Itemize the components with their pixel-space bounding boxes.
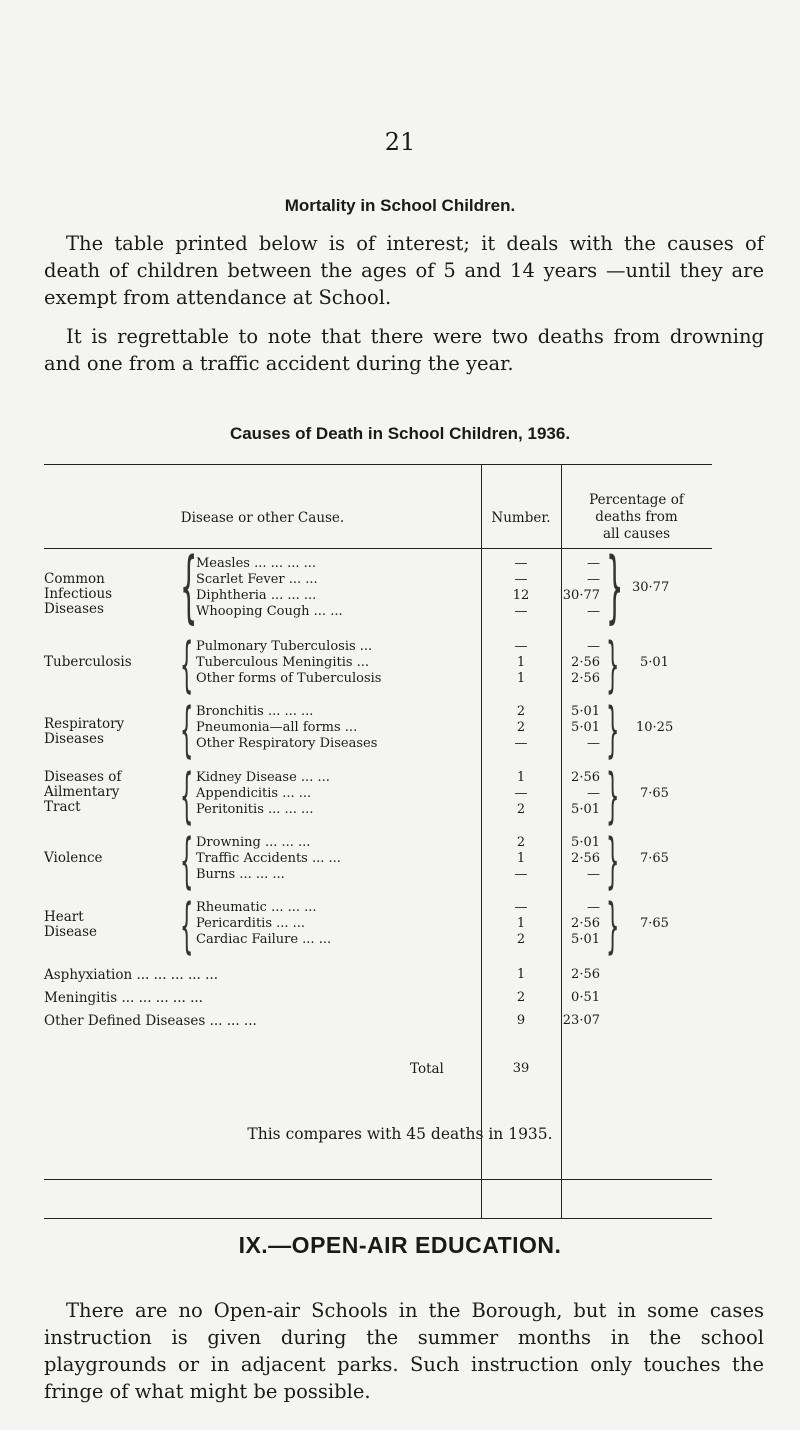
cause-label: Diphtheria ... ... ... — [196, 588, 317, 603]
right-brace: } — [606, 761, 620, 831]
percent-cell: 2·56 — [571, 770, 600, 785]
group-total-percent: 5·01 — [640, 655, 669, 670]
percent-cell: — — [587, 786, 600, 801]
group-total-percent: 30·77 — [632, 580, 670, 595]
cause-label: Cardiac Failure ... ... — [196, 932, 332, 947]
group-label: Tuberculosis — [44, 654, 132, 670]
number-cell: 1 — [516, 671, 526, 686]
percent-cell: 23·07 — [562, 1013, 600, 1028]
number-cell: 2 — [516, 720, 526, 735]
column-divider-1 — [481, 464, 482, 1218]
number-cell: — — [514, 736, 528, 751]
percent-cell: — — [587, 556, 600, 571]
cause-label: Drowning ... ... ... — [196, 835, 311, 850]
percent-cell: 0·51 — [571, 990, 600, 1005]
left-brace: { — [180, 761, 194, 831]
percent-cell: — — [587, 900, 600, 915]
group-label: Disease — [44, 924, 98, 940]
number-cell: — — [514, 639, 528, 654]
cause-label: Asphyxiation ... ... ... ... ... — [44, 967, 219, 983]
cause-label: Tuberculous Meningitis ... — [196, 655, 370, 670]
number-cell: — — [514, 572, 528, 587]
number-cell: 1 — [516, 851, 526, 866]
number-cell: — — [514, 900, 528, 915]
group-label: Diseases — [44, 601, 104, 617]
group-label: Violence — [44, 850, 103, 866]
cause-label: Traffic Accidents ... ... — [196, 851, 341, 866]
causes-of-death-table — [0, 464, 800, 1284]
cause-label: Pericarditis ... ... — [196, 916, 306, 931]
number-cell: 1 — [516, 655, 526, 670]
section-title-mortality: Mortality in School Children. — [284, 196, 516, 215]
cause-label: Whooping Cough ... ... — [196, 604, 343, 619]
percent-cell: 2·56 — [571, 671, 600, 686]
percent-cell: 5·01 — [571, 802, 600, 817]
number-cell: 2 — [516, 932, 526, 947]
header-percentage-line3: all causes — [602, 526, 671, 542]
group-total-percent: 7·65 — [640, 916, 669, 931]
percent-cell: 2·56 — [571, 851, 600, 866]
cause-label: Other Respiratory Diseases — [196, 736, 378, 751]
number-cell: 2 — [516, 802, 526, 817]
group-label: Infectious — [44, 586, 113, 602]
comparison-note: This compares with 45 deaths in 1935. — [247, 1125, 553, 1143]
number-cell: 1 — [516, 967, 526, 982]
group-label: Heart — [44, 909, 84, 925]
cause-label: Measles ... ... ... ... — [196, 556, 317, 571]
left-brace: { — [180, 695, 194, 765]
right-brace: } — [606, 695, 620, 765]
total-top-rule — [44, 1179, 712, 1180]
table-top-rule — [44, 464, 712, 465]
total-label: Total — [410, 1061, 444, 1077]
cause-label: Burns ... ... ... — [196, 867, 285, 882]
percent-cell: — — [587, 867, 600, 882]
header-percentage-line2: deaths from — [595, 509, 678, 525]
cause-label: Meningitis ... ... ... ... ... — [44, 990, 203, 1006]
cause-label: Pneumonia—all forms ... — [196, 720, 358, 735]
cause-label: Scarlet Fever ... ... — [196, 572, 318, 587]
page-number: 21 — [384, 128, 416, 156]
right-brace: } — [606, 542, 624, 632]
left-brace: { — [180, 542, 198, 632]
left-brace: { — [180, 826, 194, 896]
number-cell: 9 — [516, 1013, 526, 1028]
section-title-open-air: IX.—OPEN-AIR EDUCATION. — [238, 1232, 562, 1258]
percent-cell: 5·01 — [571, 704, 600, 719]
group-total-percent: 7·65 — [640, 851, 669, 866]
right-brace: } — [606, 630, 620, 700]
cause-label: Pulmonary Tuberculosis ... — [196, 639, 373, 654]
percent-cell: 5·01 — [571, 835, 600, 850]
percent-cell: — — [587, 736, 600, 751]
group-label: Tract — [44, 799, 81, 815]
mortality-paragraph-1: The table printed below is of interest; it deals with the causes of death of children between the ages of 5 and 14 years —until they are exempt from attendance at School. — [44, 232, 764, 309]
number-cell: 1 — [516, 916, 526, 931]
group-label: Ailmentary — [44, 784, 120, 800]
cause-label: Appendicitis ... ... — [196, 786, 312, 801]
percent-cell: — — [587, 639, 600, 654]
percent-cell: 2·56 — [571, 916, 600, 931]
number-cell: — — [514, 786, 528, 801]
group-label: Respiratory — [44, 716, 125, 732]
cause-label: Bronchitis ... ... ... — [196, 704, 314, 719]
percent-cell: — — [587, 572, 600, 587]
left-brace: { — [180, 630, 194, 700]
percent-cell: 5·01 — [571, 720, 600, 735]
percent-cell: 30·77 — [562, 588, 600, 603]
cause-label: Rheumatic ... ... ... — [196, 900, 317, 915]
cause-label: Kidney Disease ... ... — [196, 770, 330, 785]
group-total-percent: 7·65 — [640, 786, 669, 801]
number-cell: 2 — [516, 704, 526, 719]
percent-cell: — — [587, 604, 600, 619]
total-number: 39 — [512, 1061, 530, 1076]
header-number: Number. — [491, 510, 551, 526]
number-cell: — — [514, 556, 528, 571]
table-bottom-rule — [44, 1218, 712, 1219]
group-total-percent: 10·25 — [636, 720, 674, 735]
number-cell: — — [514, 867, 528, 882]
percent-cell: 5·01 — [571, 932, 600, 947]
group-label: Diseases of — [44, 769, 122, 785]
number-cell: 12 — [512, 588, 530, 603]
number-cell: 2 — [516, 990, 526, 1005]
table-title: Causes of Death in School Children, 1936. — [229, 424, 571, 443]
percent-cell: 2·56 — [571, 967, 600, 982]
percent-cell: 2·56 — [571, 655, 600, 670]
number-cell: 2 — [516, 835, 526, 850]
left-brace: { — [180, 891, 194, 961]
header-percentage-line1: Percentage of — [589, 492, 684, 508]
right-brace: } — [606, 891, 620, 961]
right-brace: } — [606, 826, 620, 896]
mortality-paragraph-2: It is regrettable to note that there were two deaths from drowning and one from a traffic accident during the year. — [44, 325, 764, 375]
cause-label: Other forms of Tuberculosis — [196, 671, 382, 686]
cause-label: Other Defined Diseases ... ... ... — [44, 1013, 257, 1029]
open-air-paragraph: There are no Open-air Schools in the Borough, but in some cases instruction is given during the summer months in the school playgrounds or in adjacent parks. Such instruction only touches the fringe of what might be possible. — [44, 1299, 764, 1403]
number-cell: — — [514, 604, 528, 619]
group-label: Diseases — [44, 731, 104, 747]
group-label: Common — [44, 571, 105, 587]
header-disease: Disease or other Cause. — [180, 510, 345, 526]
cause-label: Peritonitis ... ... ... — [196, 802, 314, 817]
number-cell: 1 — [516, 770, 526, 785]
